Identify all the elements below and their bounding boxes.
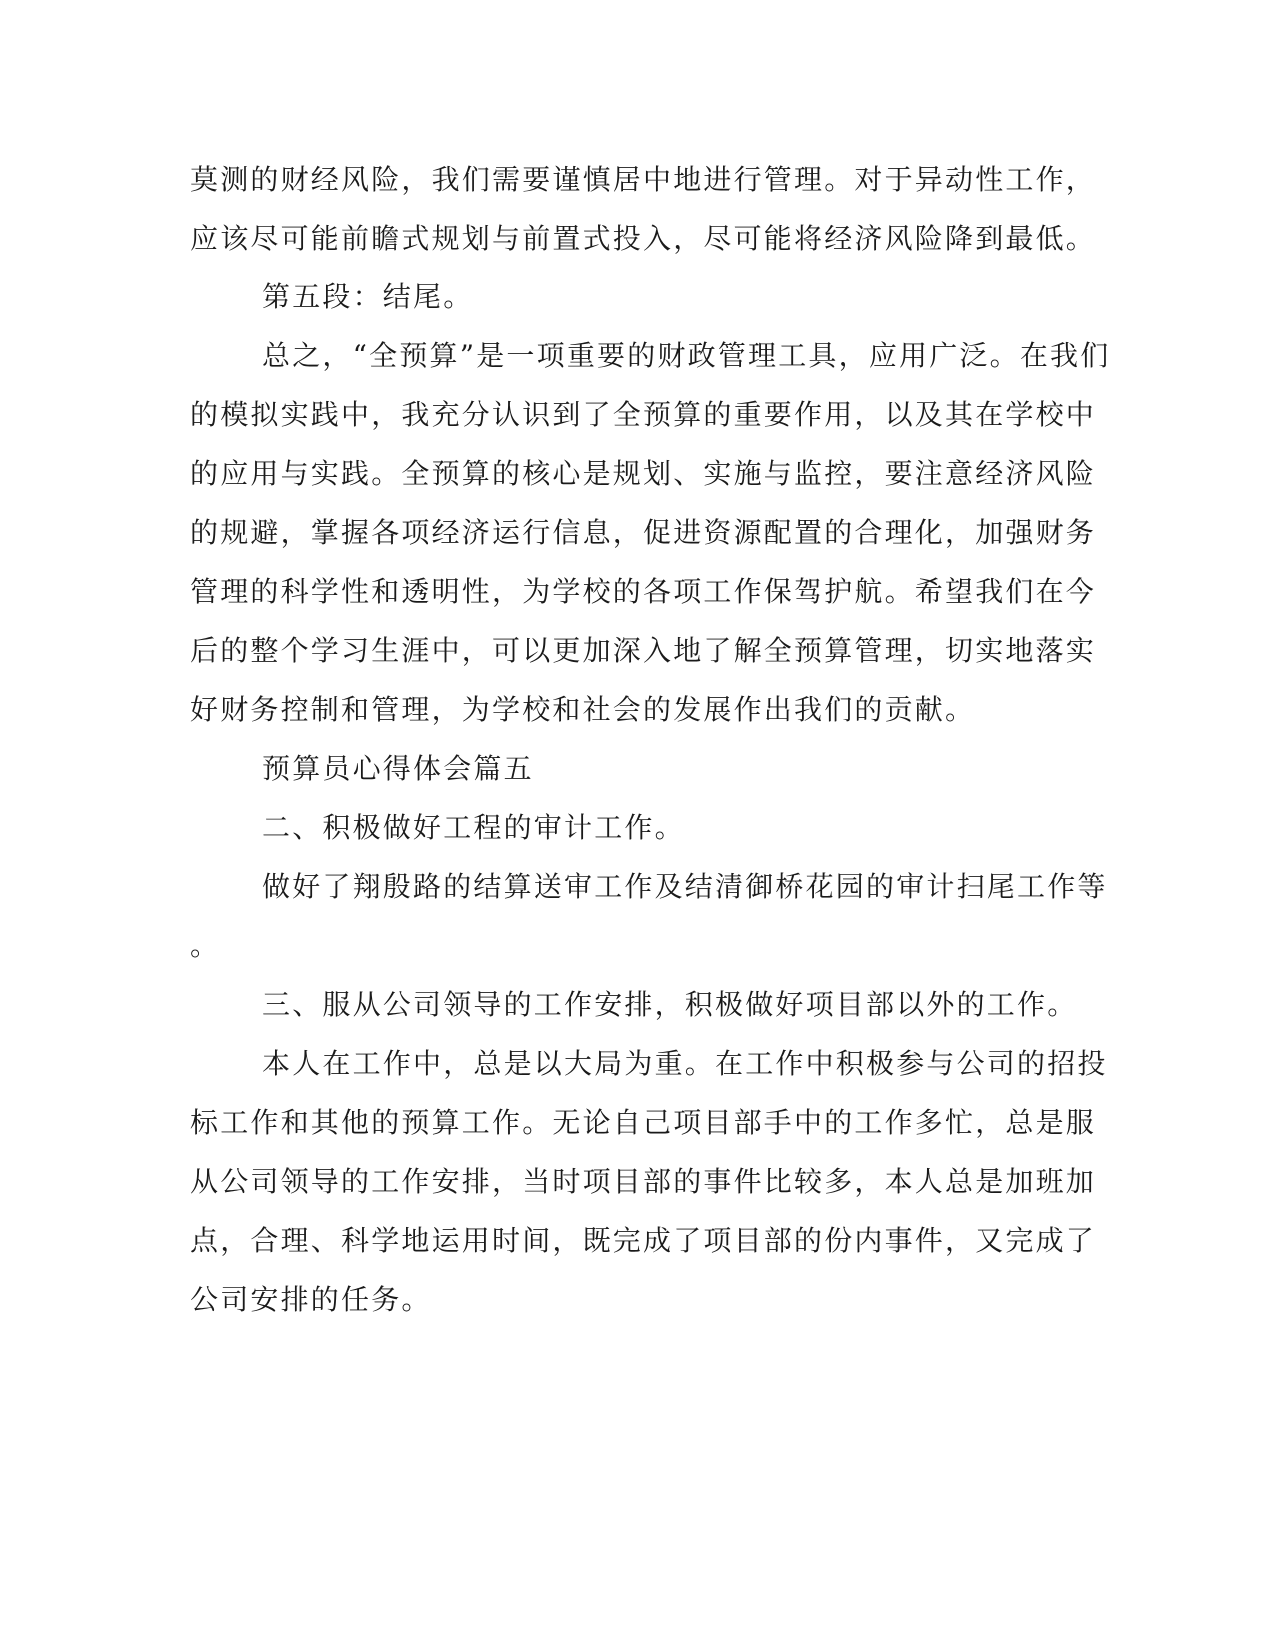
text-line: 后的整个学习生涯中，可以更加深入地了解全预算管理，切实地落实 <box>190 634 1097 667</box>
section-heading: 二、积极做好工程的审计工作。 <box>262 811 685 844</box>
text-line: 好财务控制和管理，为学校和社会的发展作出我们的贡献。 <box>190 693 976 726</box>
article-title: 预算员心得体会篇五 <box>262 752 534 785</box>
text-line: 从公司领导的工作安排，当时项目部的事件比较多，本人总是加班加 <box>190 1165 1097 1198</box>
text-line: 管理的科学性和透明性，为学校的各项工作保驾护航。希望我们在今 <box>190 575 1097 608</box>
section-heading: 三、服从公司领导的工作安排，积极做好项目部以外的工作。 <box>262 988 1078 1021</box>
text-line: 莫测的财经风险，我们需要谨慎居中地进行管理。对于异动性工作， <box>190 163 1097 196</box>
paragraph-first-line: 总之，“全预算”是一项重要的财政管理工具，应用广泛。在我们 <box>262 339 1111 372</box>
text-line: 点，合理、科学地运用时间，既完成了项目部的份内事件，又完成了 <box>190 1224 1097 1257</box>
text-line: 。 <box>190 929 221 962</box>
text-line: 的应用与实践。全预算的核心是规划、实施与监控，要注意经济风险 <box>190 457 1097 490</box>
text-line: 的模拟实践中，我充分认识到了全预算的重要作用，以及其在学校中 <box>190 398 1097 431</box>
paragraph-first-line: 做好了翔殷路的结算送审工作及结清御桥花园的审计扫尾工作等 <box>262 870 1108 903</box>
paragraph-first-line: 本人在工作中，总是以大局为重。在工作中积极参与公司的招投 <box>262 1047 1108 1080</box>
text-line: 的规避，掌握各项经济运行信息，促进资源配置的合理化，加强财务 <box>190 516 1097 549</box>
text-line: 标工作和其他的预算工作。无论自己项目部手中的工作多忙，总是服 <box>190 1106 1097 1139</box>
text-line: 公司安排的任务。 <box>190 1283 432 1316</box>
section-heading: 第五段：结尾。 <box>262 280 474 313</box>
text-line: 应该尽可能前瞻式规划与前置式投入，尽可能将经济风险降到最低。 <box>190 222 1097 255</box>
